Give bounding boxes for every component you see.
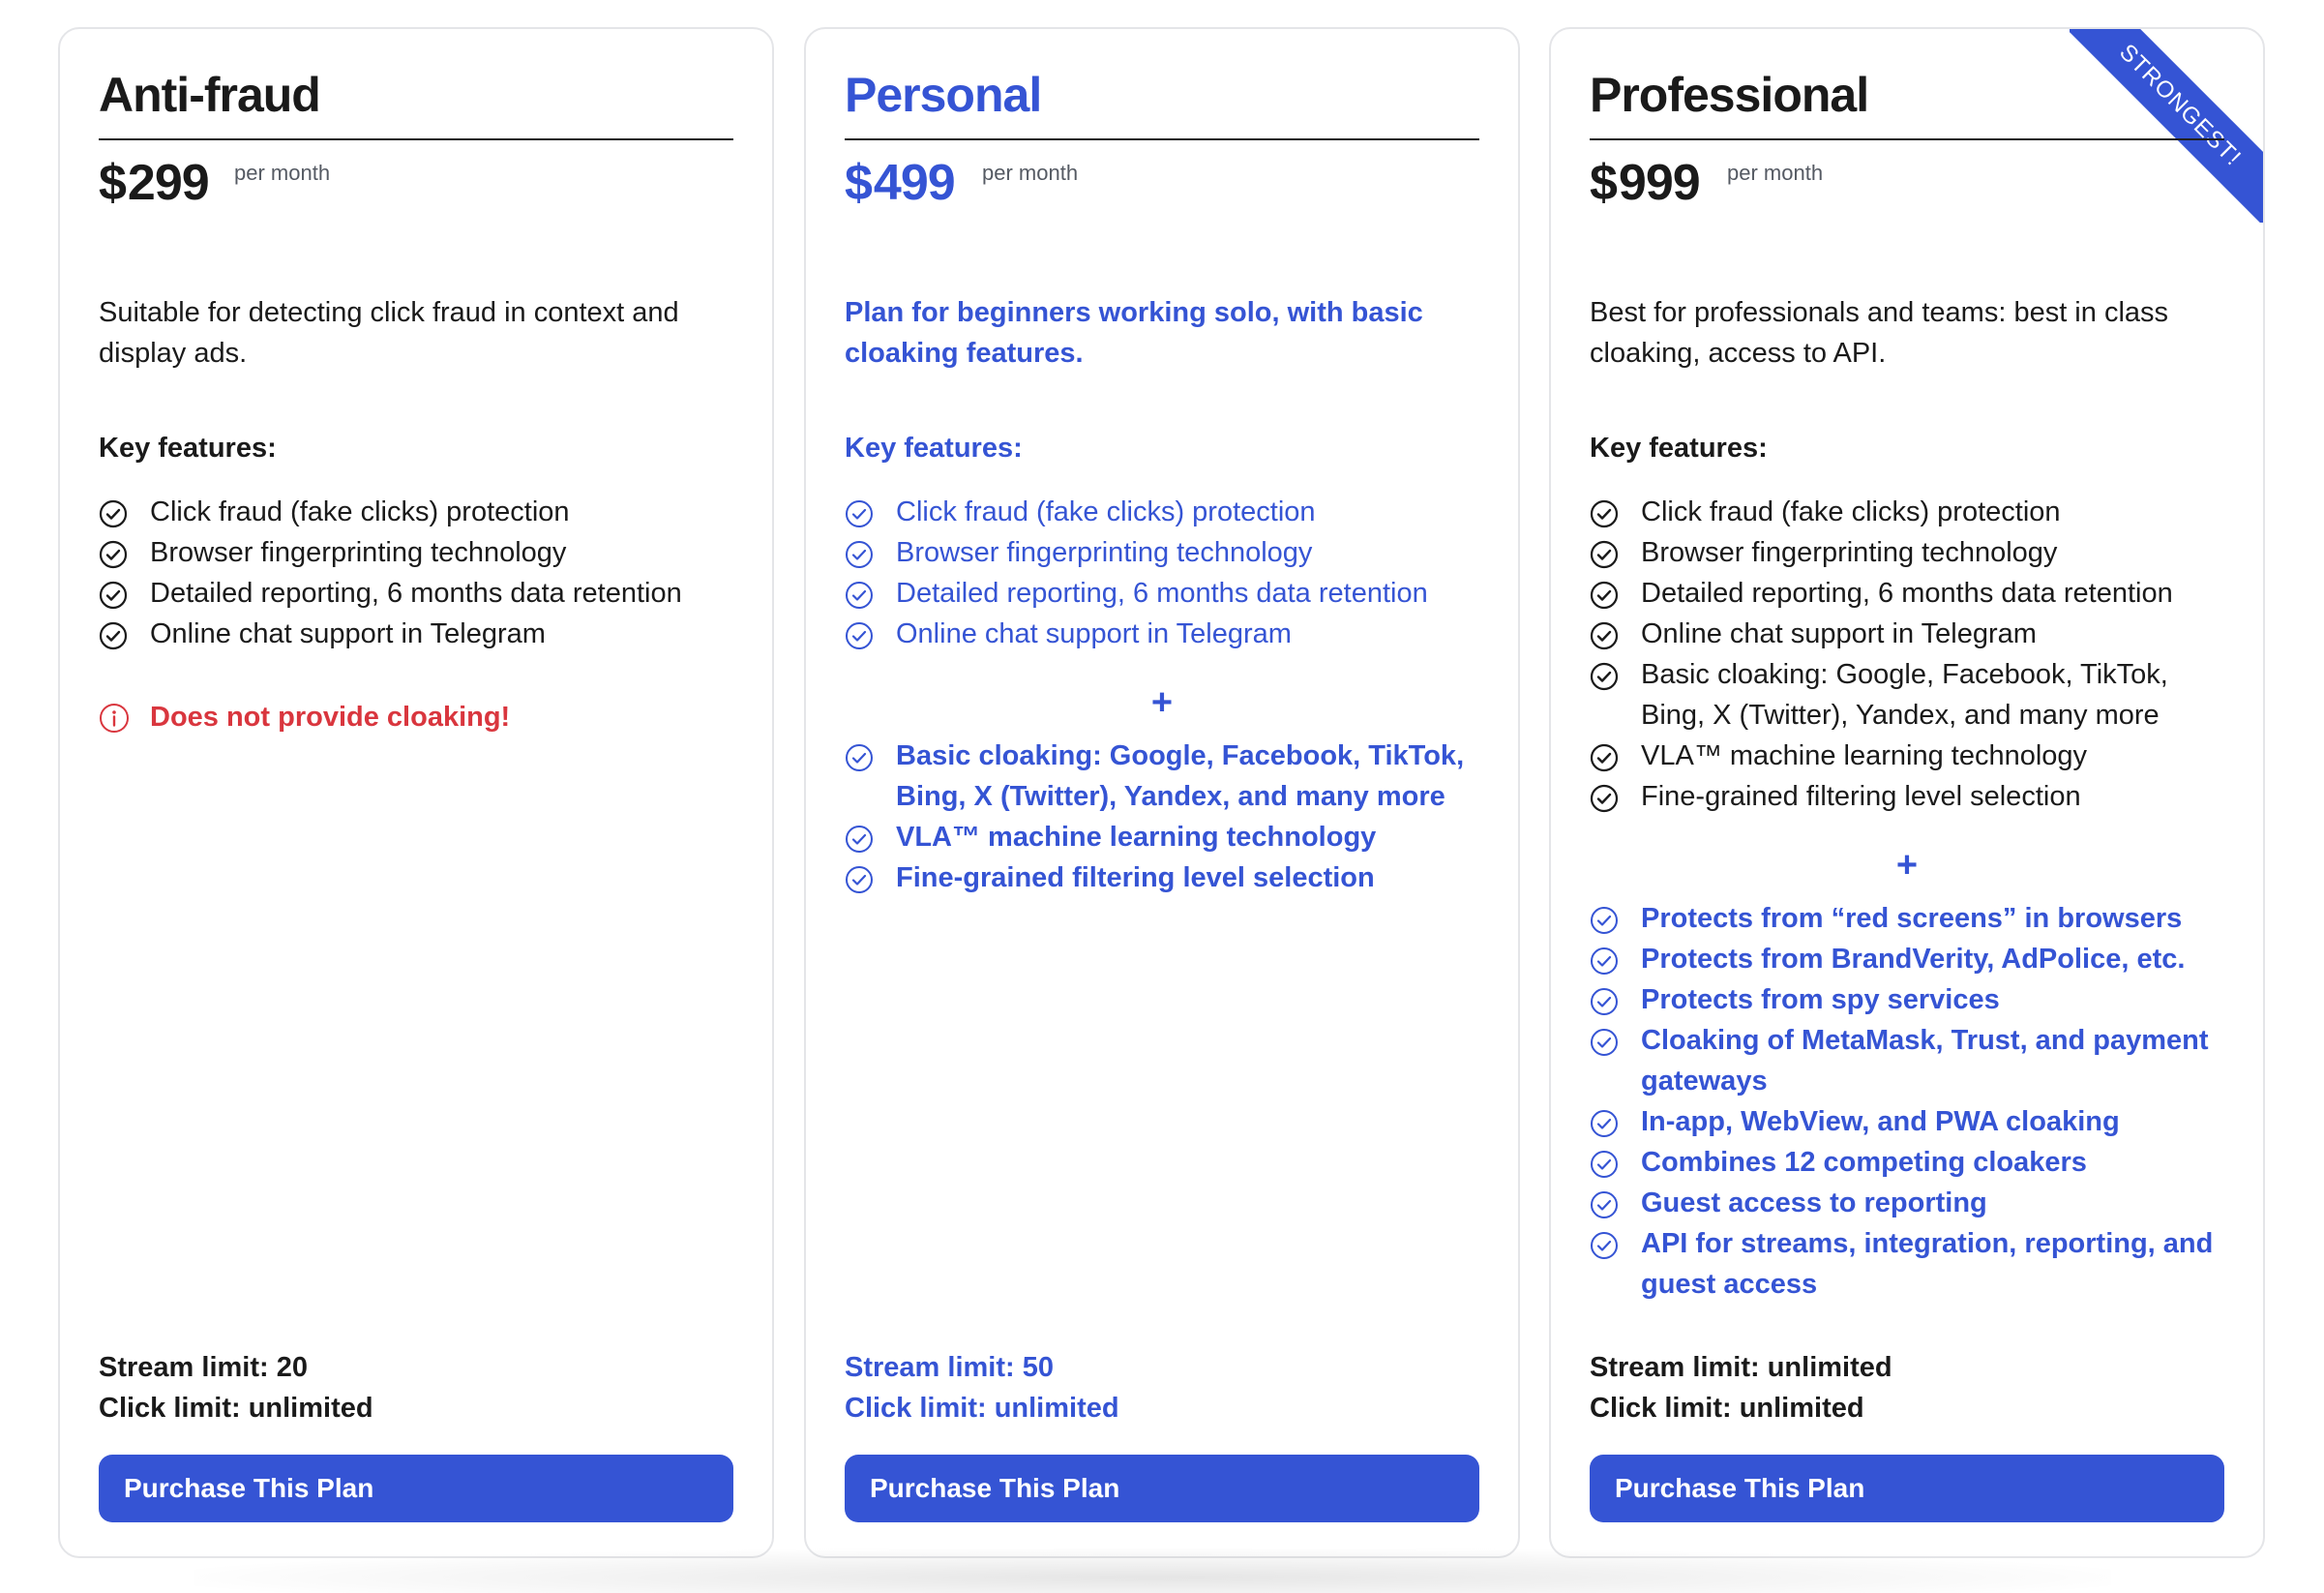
feature-item: Online chat support in Telegram [99,614,733,654]
feature-item: Browser fingerprinting technology [99,532,733,573]
key-features-label: Key features: [845,433,1023,464]
check-circle-icon [1590,662,1619,691]
plan-price [845,153,955,213]
plan-limits [845,1347,1479,1428]
click-limit: Click limit: unlimited [99,1393,373,1424]
key-features-label: Key features: [1590,433,1768,464]
feature-item: Browser fingerprinting technology [845,532,1479,573]
check-circle-icon [1590,1150,1619,1179]
check-circle-icon [1590,987,1619,1016]
check-circle-icon [845,581,874,610]
plan-title: Professional [1590,68,1869,122]
feature-item: Browser fingerprinting technology [1590,532,2224,573]
check-circle-icon [1590,784,1619,813]
purchase-button-personal[interactable]: Purchase This Plan [845,1455,1479,1522]
extra-feature-list [1590,898,2224,1305]
stream-limit: Stream limit: unlimited [1590,1352,1892,1383]
purchase-button-anti-fraud[interactable]: Purchase This Plan [99,1455,733,1522]
check-circle-icon [1590,499,1619,528]
info-circle-icon [99,703,130,734]
check-circle-icon [845,825,874,854]
feature-item: Online chat support in Telegram [1590,614,2224,654]
feature-item: Protects from BrandVerity, AdPolice, etc. [1590,939,2224,979]
title-divider [1590,138,2224,140]
stream-limit: Stream limit: 50 [845,1352,1054,1383]
feature-item: VLA™ machine learning technology [845,817,1479,857]
plan-description: Suitable for detecting click fraud in context and display ads. [99,297,679,369]
feature-item: Click fraud (fake clicks) protection [845,492,1479,532]
check-circle-icon [1590,1028,1619,1057]
check-circle-icon [1590,1109,1619,1138]
currency-symbol: $ [99,155,126,211]
feature-item: Click fraud (fake clicks) protection [99,492,733,532]
title-divider [845,138,1479,140]
feature-item: Guest access to reporting [1590,1183,2224,1223]
check-circle-icon [1590,581,1619,610]
check-circle-icon [845,621,874,650]
check-circle-icon [845,743,874,772]
plan-title: Personal [845,68,1042,122]
check-circle-icon [1590,906,1619,935]
plan-title: Anti-fraud [99,68,320,122]
check-circle-icon [99,499,128,528]
feature-item: Click fraud (fake clicks) protection [1590,492,2224,532]
feature-item: VLA™ machine learning technology [1590,736,2224,776]
feature-item: In-app, WebView, and PWA cloaking [1590,1101,2224,1142]
price-amount: 499 [873,155,955,211]
feature-item: Detailed reporting, 6 months data retention [1590,573,2224,614]
currency-symbol: $ [1590,155,1617,211]
plan-card-professional [1549,27,2265,1558]
price-period: per month [982,161,1079,185]
plan-limits [99,1347,733,1428]
stream-limit: Stream limit: 20 [99,1352,308,1383]
feature-item: Basic cloaking: Google, Facebook, TikTok, Bing, X (Twitter), Yandex, and many more [845,736,1479,817]
check-circle-icon [1590,1231,1619,1260]
check-circle-icon [845,865,874,894]
feature-list [845,492,1479,654]
feature-item: Basic cloaking: Google, Facebook, TikTok, Bing, X (Twitter), Yandex, and many more [1590,654,2224,736]
check-circle-icon [99,540,128,569]
extra-feature-list [845,736,1479,898]
feature-item: Cloaking of MetaMask, Trust, and payment gateways [1590,1020,2224,1101]
plan-card-personal [804,27,1520,1558]
plan-description: Plan for beginners working solo, with basic cloaking features. [845,297,1423,369]
check-circle-icon [1590,743,1619,772]
check-circle-icon [845,499,874,528]
price-period: per month [1727,161,1824,185]
feature-item: Detailed reporting, 6 months data retention [845,573,1479,614]
feature-list [1590,492,2224,817]
price-amount: 999 [1618,155,1700,211]
strongest-ribbon: STRONGEST! [2070,29,2263,223]
feature-item: Fine-grained filtering level selection [845,857,1479,898]
feature-item: Combines 12 competing cloakers [1590,1142,2224,1183]
feature-item: Fine-grained filtering level selection [1590,776,2224,817]
price-amount: 299 [127,155,209,211]
feature-list [99,492,733,654]
feature-item: Protects from spy services [1590,979,2224,1020]
feature-item: Online chat support in Telegram [845,614,1479,654]
plus-separator: + [1895,845,1919,886]
no-cloaking-warning: Does not provide cloaking! [99,697,733,737]
plan-card-anti-fraud [58,27,774,1558]
feature-item: Protects from “red screens” in browsers [1590,898,2224,939]
check-circle-icon [1590,540,1619,569]
check-circle-icon [99,621,128,650]
check-circle-icon [99,581,128,610]
click-limit: Click limit: unlimited [845,1393,1119,1424]
price-period: per month [234,161,331,185]
check-circle-icon [1590,1190,1619,1219]
plan-description: Best for professionals and teams: best in class cloaking, access to API. [1590,297,2169,369]
check-circle-icon [1590,947,1619,976]
purchase-button-professional[interactable]: Purchase This Plan [1590,1455,2224,1522]
check-circle-icon [1590,621,1619,650]
title-divider [99,138,733,140]
click-limit: Click limit: unlimited [1590,1393,1864,1424]
feature-item: Detailed reporting, 6 months data retention [99,573,733,614]
feature-item: API for streams, integration, reporting, and guest access [1590,1223,2224,1305]
plan-limits [1590,1347,2224,1428]
plan-price [1590,153,1700,213]
check-circle-icon [845,540,874,569]
currency-symbol: $ [845,155,872,211]
key-features-label: Key features: [99,433,277,464]
plan-price [99,153,209,213]
plus-separator: + [1150,682,1174,723]
